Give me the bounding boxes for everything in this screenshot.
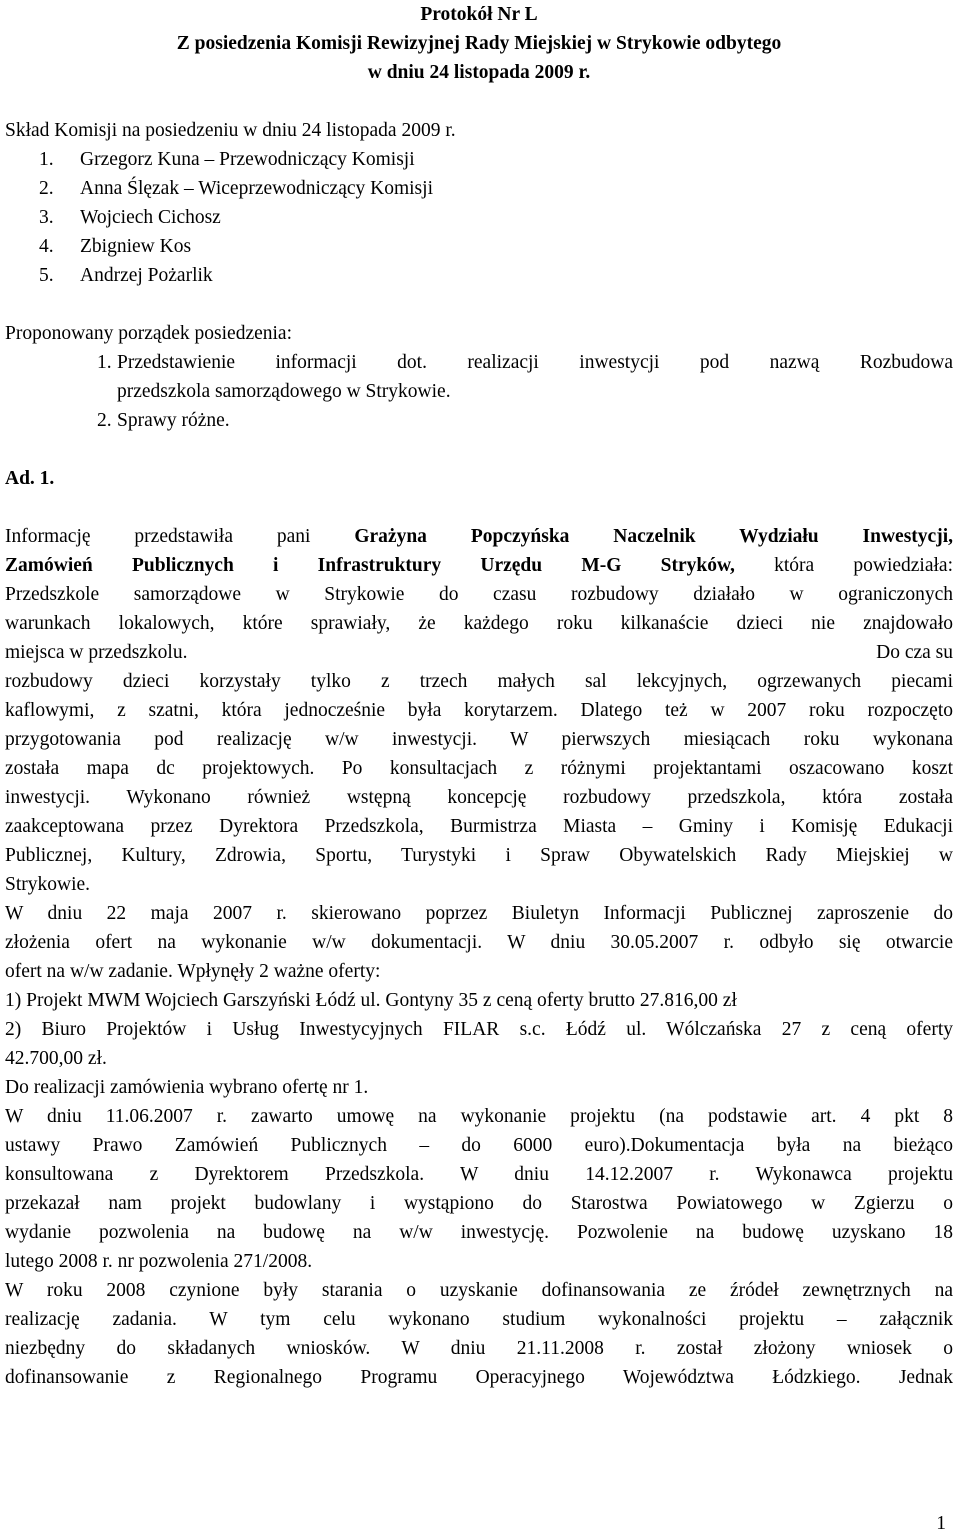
body-line: lutego 2008 r. nr pozwolenia 271/2008.	[5, 1251, 313, 1272]
document-title	[5, 0, 953, 87]
member-item: 4. Zbigniew Kos	[39, 236, 192, 257]
body-line: Informację przedstawiła pani Grażyna Popczyńska Naczelnik Wydziału Inwestycji,	[5, 526, 953, 547]
page-number: 1	[936, 1513, 946, 1534]
body-line: 2) Biuro Projektów i Usług Inwestycyjnych FILAR s.c. Łódź ul. Wólczańska 27 z ceną oferty	[5, 1019, 953, 1040]
body-line: została mapa dc projektowych. Po konsultacjach z różnymi projektantami oszacowano koszt	[5, 758, 953, 779]
body-line: konsultowana z Dyrektorem Przedszkola. W dniu 14.12.2007 r. Wykonawca projektu	[5, 1164, 953, 1185]
body-line: W roku 2008 czynione były starania o uzyskanie dofinansowania ze źródeł zewnętrznych na	[5, 1280, 953, 1301]
body-line: zaakceptowana przez Dyrektora Przedszkola, Burmistrza Miasta – Gminy i Komisję Edukacji	[5, 816, 953, 837]
body-line: złożenia ofert na wykonanie w/w dokumentacji. W dniu 30.05.2007 r. odbyło się otwarcie	[5, 932, 953, 953]
committee-composition	[5, 116, 953, 290]
body-line: inwestycji. Wykonano również wstępną koncepcję rozbudowy przedszkola, która została	[5, 787, 953, 808]
body-line: 1) Projekt MWM Wojciech Garszyński Łódź ul. Gontyny 35 z ceną oferty brutto 27.816,00 zł	[5, 990, 737, 1011]
body-text	[5, 522, 953, 1392]
body-line: Do cza su miejsca w przedszkolu.	[5, 642, 953, 663]
body-line: Strykowie.	[5, 874, 91, 895]
body-line: wydanie pozwolenia na budowę na w/w inwestycję. Pozwolenie na budowę uzyskano 18	[5, 1222, 953, 1243]
member-list	[5, 145, 953, 290]
body-line: Do realizacji zamówienia wybrano ofertę nr 1.	[5, 1077, 369, 1098]
body-line: rozbudowy dzieci korzystały tylko z trzech małych sal lekcyjnych, ogrzewanych piecami	[5, 671, 953, 692]
member-item: 3. Wojciech Cichosz	[39, 207, 221, 228]
body-line: kaflowymi, z szatni, która jednocześnie była korytarzem. Dlatego też w 2007 roku rozpoczęto	[5, 700, 953, 721]
body-line: 42.700,00 zł.	[5, 1048, 107, 1069]
member-item: 1. Grzegorz Kuna – Przewodniczący Komisji	[39, 149, 415, 170]
agenda-list	[5, 348, 953, 435]
body-line: warunkach lokalowych, które sprawiały, że każdego roku kilkanaście dzieci nie znajdowało	[5, 613, 953, 634]
body-line: ustawy Prawo Zamówień Publicznych – do 6000 euro).Dokumentacja była na bieżąco	[5, 1135, 953, 1156]
document-page	[5, 0, 953, 1539]
agenda-item: 2. Sprawy różne.	[97, 410, 230, 431]
composition-heading: Skład Komisji na posiedzeniu w dniu 24 listopada 2009 r.	[5, 120, 456, 141]
title-line-1: Protokół Nr L	[420, 4, 538, 25]
body-line: niezbędny do składanych wniosków. W dniu 21.11.2008 r. został złożony wniosek o	[5, 1338, 953, 1359]
body-line: Publicznej, Kultury, Zdrowia, Sportu, Turystyki i Spraw Obywatelskich Rady Miejskiej w	[5, 845, 953, 866]
body-line: Zamówień Publicznych i Infrastruktury Urzędu M-G Stryków, która powiedziała:	[5, 555, 953, 576]
body-line: Przedszkole samorządowe w Strykowie do czasu rozbudowy działało w ograniczonych	[5, 584, 953, 605]
body-line: przekazał nam projekt budowlany i wystąpiono do Starostwa Powiatowego w Zgierzu o	[5, 1193, 953, 1214]
body-line: ofert na w/w zadanie. Wpłynęły 2 ważne oferty:	[5, 961, 381, 982]
section-heading-ad1: Ad. 1.	[5, 468, 55, 489]
agenda-item: 1. Przedstawienie informacji dot. realizacji inwestycji pod nazwą Rozbudowa przedszkola samorządowego w Strykowie.	[97, 352, 953, 402]
body-line: W dniu 22 maja 2007 r. skierowano poprzez Biuletyn Informacji Publicznej zaproszenie do	[5, 903, 953, 924]
title-line-3: w dniu 24 listopada 2009 r.	[367, 62, 591, 83]
title-line-2: Z posiedzenia Komisji Rewizyjnej Rady Miejskiej w Strykowie odbytego	[176, 33, 782, 54]
body-line: dofinansowanie z Regionalnego Programu Operacyjnego Województwa Łódzkiego. Jednak	[5, 1367, 953, 1388]
body-line: realizację zadania. W tym celu wykonano studium wykonalności projektu – załącznik	[5, 1309, 953, 1330]
member-item: 2. Anna Ślęzak – Wiceprzewodniczący Komisji	[39, 178, 433, 199]
body-line: W dniu 11.06.2007 r. zawarto umowę na wykonanie projektu (na podstawie art. 4 pkt 8	[5, 1106, 953, 1127]
member-item: 5. Andrzej Pożarlik	[39, 265, 213, 286]
body-line: przygotowania pod realizację w/w inwestycji. W pierwszych miesiącach roku wykonana	[5, 729, 953, 750]
agenda-heading: Proponowany porządek posiedzenia:	[5, 323, 292, 344]
